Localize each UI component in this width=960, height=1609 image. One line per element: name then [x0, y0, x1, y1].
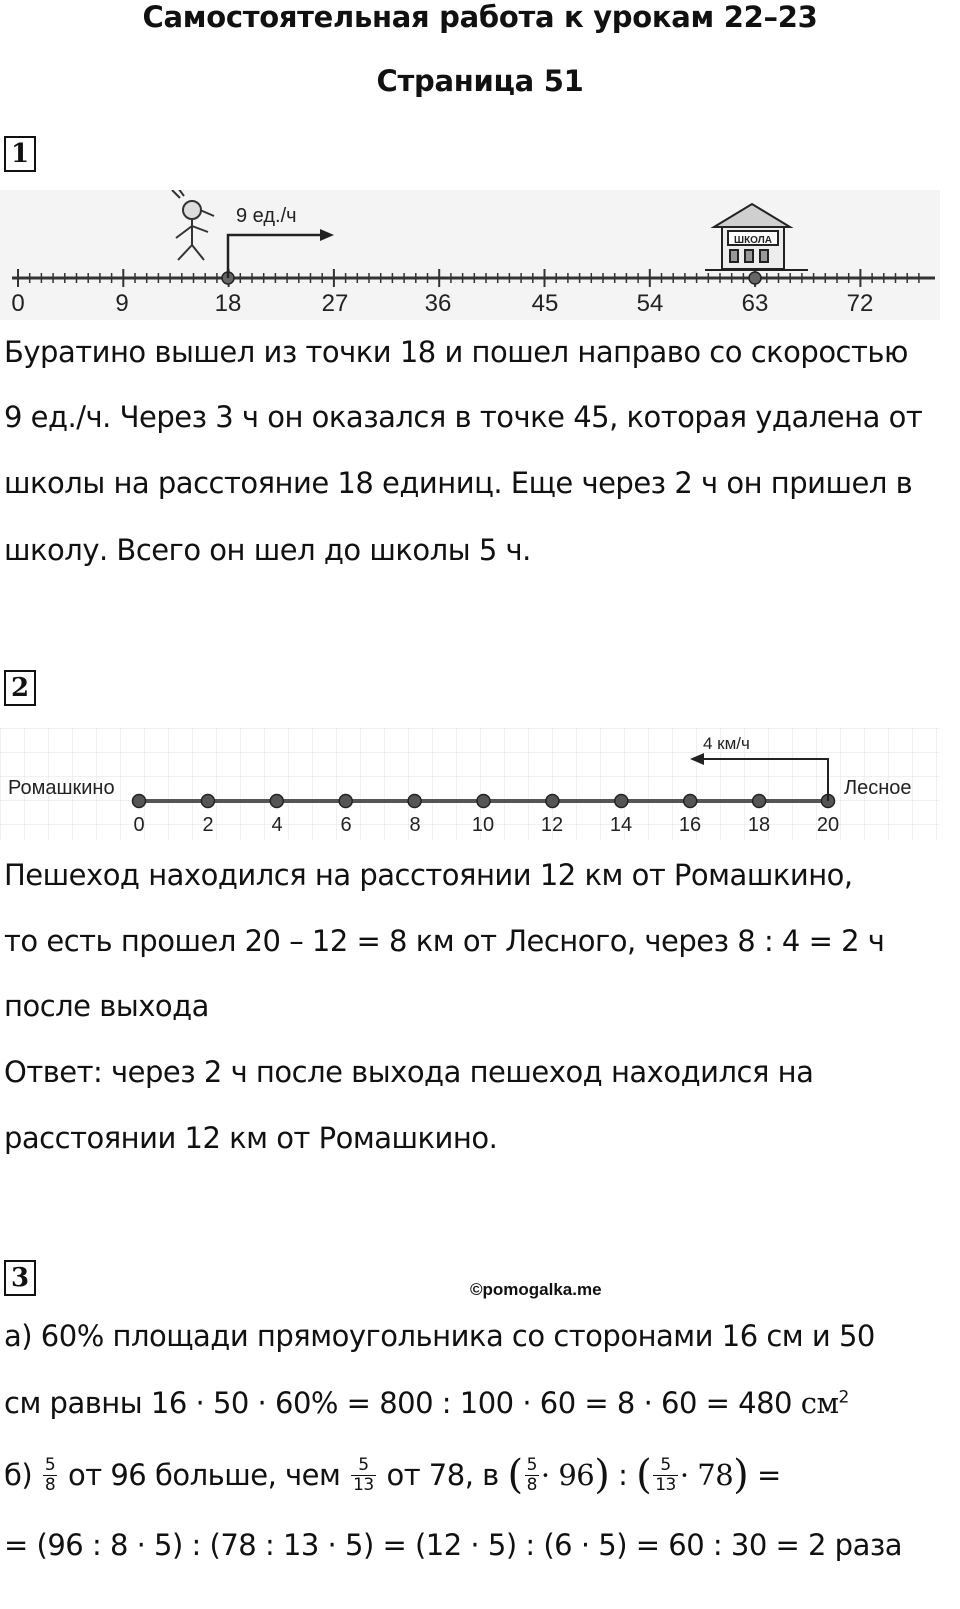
- task2-text-line: Пешеход находился на расстоянии 12 км от Ромашкино,: [4, 858, 853, 892]
- numerator: 5: [351, 1456, 376, 1476]
- task1-text-line: школы на расстояние 18 единиц. Еще через 2 ч он пришел в: [4, 466, 913, 500]
- tick-label: 54: [636, 290, 664, 317]
- open-paren: (: [507, 1452, 523, 1498]
- task2-answer-line: Ответ: через 2 ч после выхода пешеход находился на: [4, 1055, 814, 1089]
- text-segment: от 96 больше, чем: [59, 1458, 350, 1492]
- fraction: [43, 1456, 57, 1495]
- school-sign: ШКОЛА: [734, 235, 772, 246]
- watermark: ©pomogalka.me: [470, 1280, 602, 1299]
- distance-point: [201, 795, 214, 808]
- equals: =: [748, 1458, 781, 1492]
- task2-text-line: то есть прошел 20 – 12 = 8 км от Лесного, через 8 : 4 = 2 ч: [4, 924, 885, 958]
- tick-label: 45: [531, 290, 559, 317]
- number-line-figure-2: [0, 728, 940, 844]
- open-paren: (: [636, 1452, 652, 1498]
- tick-label: 0: [11, 290, 25, 317]
- fraction: [653, 1456, 678, 1495]
- text-segment: от 78, в: [377, 1458, 508, 1492]
- task1-text-line: Буратино вышел из точки 18 и пошел направо со скоростью: [4, 335, 908, 369]
- task3-a-line-2: [4, 1386, 954, 1420]
- distance-point: [546, 795, 559, 808]
- task3-b-line-2: = (96 : 8 · 5) : (78 : 13 · 5) = (12 · 5) : (6 · 5) = 60 : 30 = 2 раза: [4, 1528, 903, 1562]
- distance-point: [408, 795, 421, 808]
- task-number-3: 3: [4, 1260, 36, 1296]
- tick-label: 36: [424, 290, 452, 317]
- colon: :: [609, 1458, 637, 1492]
- task2-answer-line: расстоянии 12 км от Ромашкино.: [4, 1121, 498, 1155]
- tick-label: 8: [409, 814, 421, 836]
- expression: · 96: [540, 1458, 595, 1492]
- left-town-label: Ромашкино: [8, 777, 115, 799]
- tick-label: 10: [471, 814, 495, 836]
- figure-background: [0, 190, 940, 320]
- task-number-1: 1: [4, 136, 36, 172]
- number-line-2-svg: [0, 728, 940, 840]
- tick-label: 14: [609, 814, 633, 836]
- speed-label: 9 ед./ч: [236, 205, 297, 227]
- distance-point: [339, 795, 352, 808]
- denominator: 13: [353, 1474, 374, 1495]
- numerator: 5: [44, 1454, 56, 1475]
- task1-text-line: 9 ед./ч. Через 3 ч он оказался в точке 45, которая удалена от: [4, 400, 923, 434]
- close-paren: ): [594, 1452, 610, 1498]
- distance-point: [684, 795, 697, 808]
- right-town-label: Лесное: [844, 777, 912, 799]
- distance-point: [477, 795, 490, 808]
- tick-label: 6: [340, 814, 352, 836]
- task3-a-line-1: а) 60% площади прямоугольника со сторонами 16 см и 50: [4, 1319, 875, 1353]
- tick-label: 20: [816, 814, 840, 836]
- distance-point: [753, 795, 766, 808]
- tick-label: 27: [321, 290, 349, 317]
- tick-label: 12: [540, 814, 564, 836]
- close-paren: ): [733, 1452, 749, 1498]
- tick-label: 72: [846, 290, 874, 317]
- tick-label: 4: [271, 814, 283, 836]
- denominator: 8: [526, 1474, 537, 1495]
- numerator: 5: [526, 1454, 537, 1475]
- task3-b-line-1: [4, 1444, 954, 1506]
- page-title: Самостоятельная работа к урокам 22–23: [142, 0, 818, 34]
- task-number-2: 2: [4, 670, 36, 706]
- unit: см: [800, 1386, 839, 1420]
- number-line-1-svg: [0, 190, 940, 320]
- task2-text-line: после выхода: [4, 989, 209, 1023]
- tick-label: 18: [747, 814, 771, 836]
- task3-b-prefix: б): [4, 1458, 41, 1492]
- denominator: 8: [44, 1474, 56, 1495]
- tick-label: 16: [678, 814, 702, 836]
- tick-label: 2: [202, 814, 214, 836]
- tick-label: 0: [133, 814, 145, 836]
- expression: · 78: [679, 1458, 734, 1492]
- task3-a-expression: см равны 16 · 50 · 60% = 800 : 100 · 60 = 8 · 60 = 480: [4, 1386, 801, 1420]
- fraction: [525, 1456, 539, 1495]
- task1-text-line: школу. Всего он шел до школы 5 ч.: [4, 533, 531, 567]
- distance-point: [270, 795, 283, 808]
- denominator: 13: [655, 1474, 676, 1495]
- number-line-figure-1: [0, 190, 940, 324]
- tick-label: 9: [115, 290, 129, 317]
- distance-point: [133, 795, 146, 808]
- fraction: [351, 1456, 376, 1495]
- speed-label: 4 км/ч: [703, 734, 750, 753]
- school-point: [749, 272, 761, 284]
- tick-label: 18: [214, 290, 242, 317]
- unit-exponent: 2: [838, 1387, 849, 1408]
- page-subtitle: Страница 51: [376, 64, 584, 98]
- numerator: 5: [653, 1456, 678, 1476]
- tick-label: 63: [741, 290, 769, 317]
- distance-point: [615, 795, 628, 808]
